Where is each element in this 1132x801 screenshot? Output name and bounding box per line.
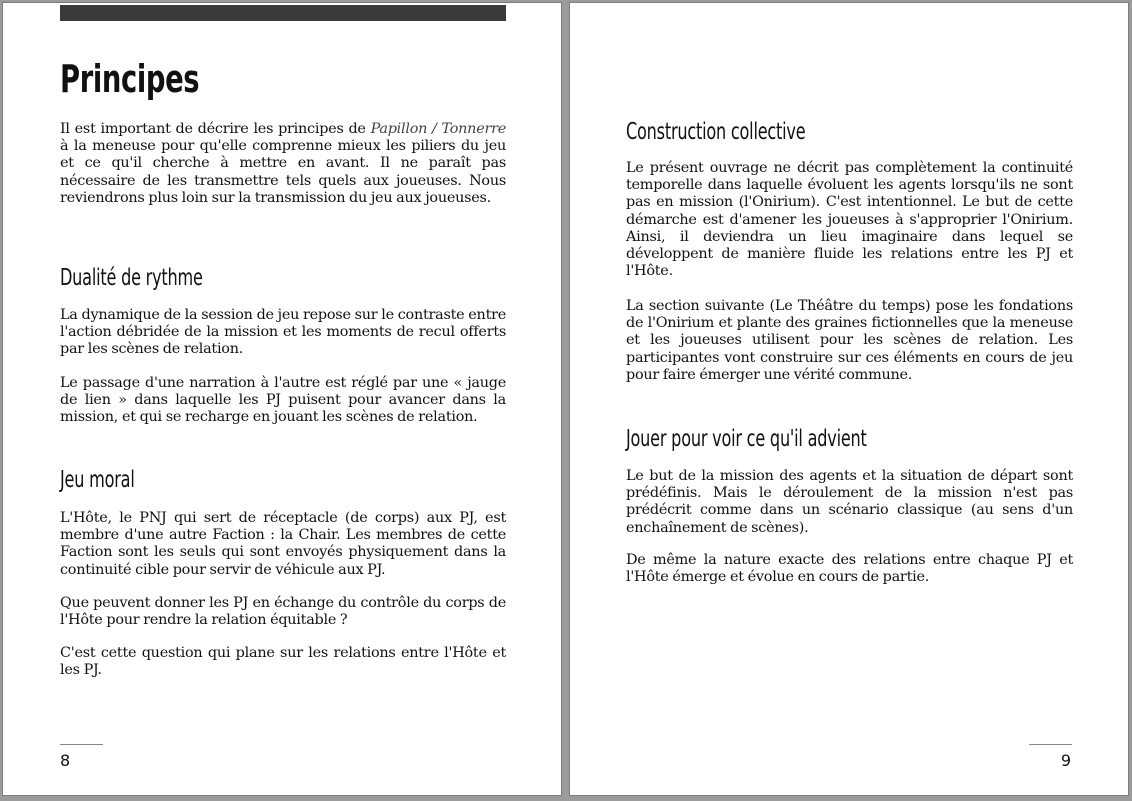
game-title-italic: Papillon / Tonnerre [370,121,506,137]
intro-paragraph [60,121,506,207]
intro-text-start: Il est important de décrire les principes de [60,121,371,137]
paragraph-jeu-moral-3: C'est cette question qui plane sur les relations entre l'Hôte et les PJ. [60,645,506,679]
footer-rule [60,744,103,745]
paragraph-dualite-2: Le passage d'une narration à l'autre est réglé par une « jauge de lien » dans laquelle les PJ puisent pour avancer dans la mission, et qui se recharge en jouant les scènes de relation. [60,375,506,426]
paragraph-jeu-moral-1: L'Hôte, le PNJ qui sert de réceptacle (de corps) aux PJ, est membre d'une autre Faction : la Chair. Les membres de cette Faction sont les seuls qui sont envoyés physiquement dans la continuité cible pour servir de véhicule aux PJ. [60,510,506,578]
page-number-right: 9 [1060,751,1071,770]
paragraph-jouer-2: De même la nature exacte des relations entre chaque PJ et l'Hôte émerge et évolue en cours de partie. [626,552,1073,586]
chapter-title: Principes [60,57,200,101]
page-number-left: 8 [60,751,71,770]
section-heading-construction: Construction collective [626,119,806,145]
intro-text-end: à la meneuse pour qu'elle comprenne mieux les piliers du jeu et ce qu'il cherche à mettre en avant. Il ne paraît pas nécessaire de les transmettre tels quels aux joueuses. Nous reviendrons plus loin sur la transmission du jeu aux joueuses. [60,138,506,206]
section-heading-jeu-moral: Jeu moral [60,467,135,493]
paragraph-jouer-1: Le but de la mission des agents et la situation de départ sont prédéfinis. Mais le déroulement de la mission n'est pas prédécrit comme dans un scénario classique (au sens d'un enchaînement de scènes). [626,468,1073,536]
footer-rule [1029,744,1072,745]
section-heading-jouer: Jouer pour voir ce qu'il advient [626,426,867,452]
section-heading-dualite: Dualité de rythme [60,265,203,291]
right-page [569,2,1129,796]
chapter-header-bar [60,5,506,21]
paragraph-dualite-1: La dynamique de la session de jeu repose sur le contraste entre l'action débridée de la mission et les moments de recul offerts par les scènes de relation. [60,307,506,358]
paragraph-jeu-moral-2: Que peuvent donner les PJ en échange du contrôle du corps de l'Hôte pour rendre la relation équitable ? [60,595,506,629]
paragraph-construction-2: La section suivante (Le Théâtre du temps) pose les fondations de l'Onirium et plante des graines fictionnelles que la meneuse et les joueuses utilisent pour les scènes de relation. Les participantes vont construire sur ces éléments en cours de jeu pour faire émerger une vérité commune. [626,298,1073,383]
paragraph-construction-1: Le présent ouvrage ne décrit pas complètement la continuité temporelle dans laquelle évoluent les agents lorsqu'ils ne sont pas en mission (l'Onirium). C'est intentionnel. Le but de cette démarche est d'amener les joueuses à s'approprier l'Onirium. Ainsi, il deviendra un lieu imaginaire dans lequel se développent de manière fluide les relations entre les PJ et l'Hôte. [626,160,1073,280]
left-page [2,2,562,796]
